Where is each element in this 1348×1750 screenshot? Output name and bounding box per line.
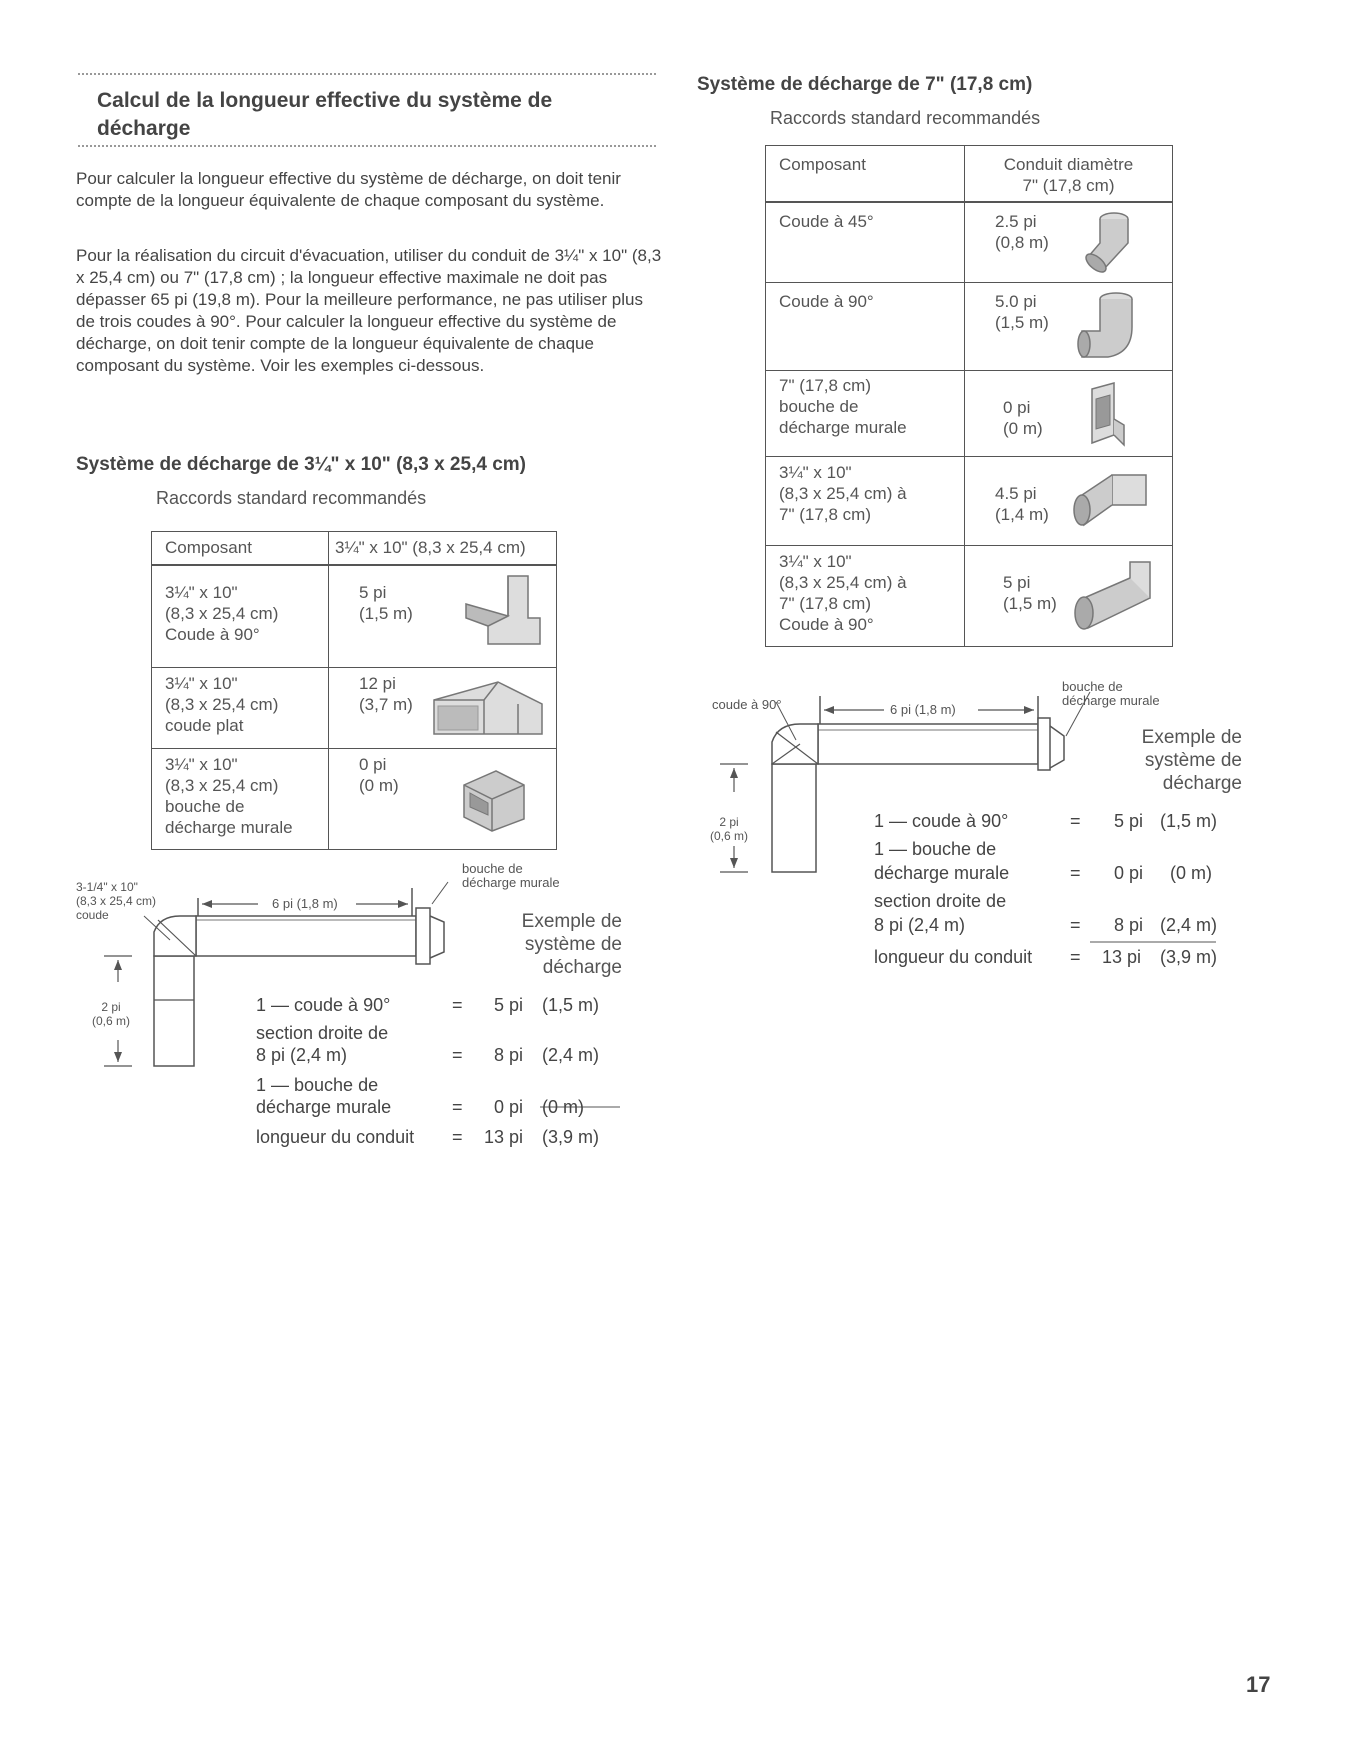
calc-eq: = — [1070, 811, 1081, 831]
calc-m: (2,4 m) — [1160, 915, 1218, 935]
height-label: 2 pi (0,6 m) — [92, 1000, 131, 1028]
table-header-row — [766, 146, 1173, 203]
fitting-name: 7" (17,8 cm) bouche de décharge murale — [779, 376, 907, 437]
fitting-value: 12 pi (3,7 m) — [359, 674, 413, 714]
round-elbow-90-icon — [1072, 287, 1142, 363]
calc-pi: 0 pi — [494, 1097, 524, 1117]
fitting-value: 0 pi (0 m) — [359, 755, 399, 795]
fitting-value: 5 pi (1,5 m) — [1003, 573, 1057, 613]
calc-m: (1,5 m) — [542, 995, 600, 1015]
calc-m: (1,5 m) — [1160, 811, 1218, 831]
fitting-name: Coude à 45° — [779, 212, 874, 231]
table-header-row — [152, 532, 557, 566]
calc-desc: 8 pi (2,4 m) — [874, 915, 966, 935]
calc-desc: décharge murale — [874, 863, 1010, 883]
transition-icon — [1062, 465, 1152, 531]
table-header-size: 3¼" x 10" (8,3 x 25,4 cm) — [329, 532, 557, 566]
fitting-name: 3¼" x 10" (8,3 x 25,4 cm) bouche de décharge murale — [165, 755, 293, 837]
example-title: Exemple de système de décharge — [1141, 727, 1242, 794]
calc-pi: 13 pi — [1102, 947, 1142, 967]
transition-elbow-icon — [1054, 558, 1158, 634]
length-label: 6 pi (1,8 m) — [890, 702, 956, 717]
fitting-value: 4.5 pi (1,4 m) — [995, 484, 1049, 524]
wall-cap-icon — [452, 763, 532, 833]
table-row — [766, 546, 1173, 647]
table-header-size: Conduit diamètre 7" (17,8 cm) — [1003, 155, 1134, 195]
calc-desc: 8 pi (2,4 m) — [256, 1045, 348, 1065]
fitting-value: 5.0 pi (1,5 m) — [995, 292, 1049, 332]
round-wall-cap-icon — [1084, 379, 1128, 451]
table-row — [152, 565, 557, 668]
top-divider — [78, 73, 656, 75]
fitting-name: 3¼" x 10" (8,3 x 25,4 cm) à 7" (17,8 cm) Coude à 90° — [779, 552, 907, 634]
calc-desc: 1 — coude à 90° — [874, 811, 1009, 831]
table-header-component: Composant — [152, 532, 329, 566]
example-title: Exemple de système de décharge — [521, 911, 622, 978]
round-elbow-45-icon — [1080, 207, 1136, 275]
table-row — [766, 371, 1173, 457]
table-header-component: Composant — [766, 146, 965, 203]
fitting-name: Coude à 90° — [779, 292, 874, 311]
fitting-value: 0 pi (0 m) — [1003, 398, 1043, 438]
table-row — [152, 749, 557, 850]
instructions-paragraph: Pour la réalisation du circuit d'évacuation, utiliser du conduit de 3¼" x 10" (8,3 x 25,4 cm) ou 7" (17,8 cm) ; la longueur effective maximale ne doit pas dépasser 65 pi (19,8 m). Pour la meilleure performance, ne pas utiliser plus de trois coudes à 90°. Pour calculer la longueur effective du système de décharge, on doit tenir compte de la longueur équivalente de chaque composant du système. Voir les exemples ci-dessous. — [76, 246, 662, 375]
rect-system-caption: Raccords standard recommandés — [156, 488, 427, 508]
wall-cap-label: bouche de décharge murale — [1062, 679, 1160, 708]
calc-pi: 8 pi — [494, 1045, 524, 1065]
round-fittings-table — [765, 145, 1173, 647]
calc-eq: = — [452, 1097, 463, 1117]
section-heading: Calcul de la longueur effective du système de décharge — [97, 89, 553, 140]
rect-system-heading: Système de décharge de 3¼" x 10" (8,3 x 25,4 cm) — [76, 454, 526, 475]
calc-pi: 5 pi — [1114, 811, 1144, 831]
fitting-value: 5 pi (1,5 m) — [359, 583, 413, 623]
elbow-90-icon — [458, 572, 548, 652]
fitting-name: 3¼" x 10" (8,3 x 25,4 cm) à 7" (17,8 cm) — [779, 463, 907, 524]
calc-desc: décharge murale — [256, 1097, 392, 1117]
calc-m: (3,9 m) — [1160, 947, 1218, 967]
wall-cap-label: bouche de décharge murale — [462, 861, 560, 890]
calc-desc: longueur du conduit — [256, 1127, 415, 1147]
page-number: 17 — [1246, 1672, 1271, 1697]
flat-elbow-icon — [428, 674, 548, 740]
heading-divider — [78, 145, 656, 147]
sum-underline — [1090, 940, 1220, 944]
fitting-value: 2.5 pi (0,8 m) — [995, 212, 1049, 252]
calc-desc: longueur du conduit — [874, 947, 1033, 967]
calc-eq: = — [452, 1045, 463, 1065]
calc-desc: section droite de — [256, 1023, 389, 1043]
table-row — [152, 668, 557, 749]
fitting-name: 3¼" x 10" (8,3 x 25,4 cm) coude plat — [165, 674, 279, 735]
table-row — [766, 202, 1173, 283]
calc-desc: 1 — bouche de — [256, 1075, 379, 1095]
calc-eq: = — [1070, 915, 1081, 935]
calc-m: (0 m) — [1170, 863, 1212, 883]
calc-eq: = — [1070, 947, 1081, 967]
calc-pi: 8 pi — [1114, 915, 1144, 935]
elbow-label: 3-1/4" x 10" (8,3 x 25,4 cm) coude — [76, 880, 157, 922]
calc-desc: 1 — coude à 90° — [256, 995, 391, 1015]
calc-m: (3,9 m) — [542, 1127, 600, 1147]
calc-desc: section droite de — [874, 891, 1007, 911]
calc-m: (2,4 m) — [542, 1045, 600, 1065]
length-label: 6 pi (1,8 m) — [272, 896, 338, 911]
calc-desc: 1 — bouche de — [874, 839, 997, 859]
intro-paragraph: Pour calculer la longueur effective du système de décharge, on doit tenir compte de la longueur équivalente de chaque composant du système. — [76, 169, 621, 210]
round-system-heading: Système de décharge de 7" (17,8 cm) — [697, 74, 1033, 95]
rect-fittings-table — [151, 531, 557, 850]
calc-eq: = — [452, 1127, 463, 1147]
calc-m: (0 m) — [542, 1097, 584, 1117]
fitting-name: 3¼" x 10" (8,3 x 25,4 cm) Coude à 90° — [165, 583, 279, 644]
elbow-label: coude à 90° — [712, 697, 782, 712]
height-label: 2 pi (0,6 m) — [710, 815, 749, 843]
calc-eq: = — [452, 995, 463, 1015]
round-system-caption: Raccords standard recommandés — [770, 108, 1041, 128]
calc-pi: 5 pi — [494, 995, 524, 1015]
calc-pi: 0 pi — [1114, 863, 1144, 883]
calc-pi: 13 pi — [484, 1127, 524, 1147]
table-row — [766, 457, 1173, 546]
table-row — [766, 283, 1173, 371]
calc-eq: = — [1070, 863, 1081, 883]
